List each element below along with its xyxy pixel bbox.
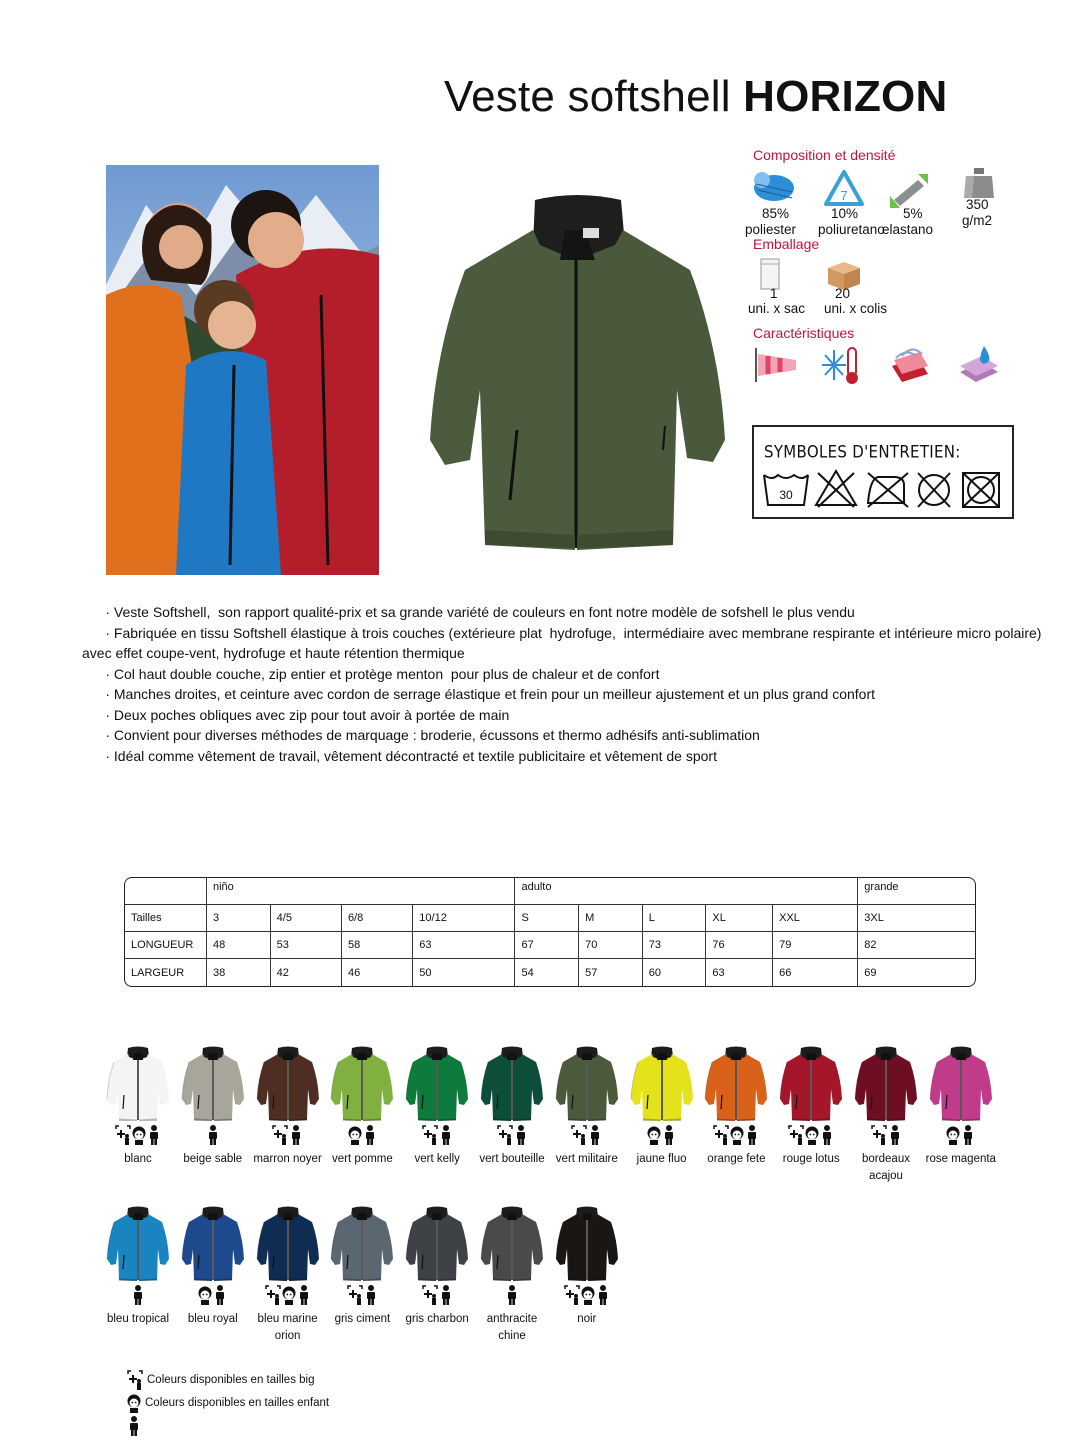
color-swatch [773, 1045, 849, 1168]
description-line: · Col haut double couche, zip entier et protège menton pour plus de chaleur et de confort [82, 665, 660, 682]
adult-size-icon [820, 1125, 834, 1145]
child-size-icon [127, 1393, 141, 1413]
size-cell: 60 [643, 959, 707, 986]
color-jacket-icon [555, 1045, 619, 1121]
color-name: vert bouteille [479, 1153, 545, 1165]
size-availability [474, 1125, 550, 1147]
big-size-icon [713, 1125, 729, 1145]
color-name: gris charbon [405, 1313, 469, 1325]
size-availability [175, 1285, 251, 1307]
color-name: jaune fluo [636, 1153, 687, 1165]
lifestyle-photo [106, 165, 379, 575]
thermal-snowflake-icon [822, 348, 858, 384]
color-swatch [399, 1045, 475, 1168]
color-jacket-icon [854, 1045, 918, 1121]
color-jacket-icon [256, 1205, 320, 1281]
size-cell: XXL [773, 905, 858, 932]
size-group-cell [125, 878, 207, 905]
size-cell: 6/8 [342, 905, 413, 932]
size-availability [624, 1125, 700, 1147]
legend-item [127, 1368, 329, 1391]
size-group-cell: niño [207, 878, 515, 905]
color-name: blanc [124, 1153, 152, 1165]
child-size-icon [132, 1125, 146, 1145]
packaging-qty-1: 1 [770, 286, 778, 301]
composition-percent-1: 85% [762, 206, 790, 221]
size-cell: 48 [207, 932, 271, 959]
big-size-icon [422, 1125, 438, 1145]
size-group-row [125, 878, 975, 905]
big-size-icon [422, 1285, 438, 1305]
size-cell: S [515, 905, 579, 932]
legend-item [127, 1391, 329, 1414]
size-cell: 82 [858, 932, 975, 959]
no-dry-clean-icon [918, 473, 950, 507]
size-cell: 69 [864, 966, 877, 979]
size-availability [250, 1285, 326, 1307]
size-availability [848, 1125, 924, 1147]
care-title: SYMBOLES D'ENTRETIEN: [764, 442, 961, 462]
adult-size-icon [662, 1125, 676, 1145]
size-cell: 10/12 [413, 905, 515, 932]
color-name: orange fete [707, 1153, 766, 1165]
size-cell: 58 [342, 932, 413, 959]
color-jacket-icon [480, 1045, 544, 1121]
child-size-icon [348, 1125, 362, 1145]
big-size-icon [788, 1125, 804, 1145]
packaging-heading: Emballage [753, 236, 820, 252]
size-legend [127, 1368, 329, 1437]
color-swatch [474, 1045, 550, 1168]
color-swatch [250, 1205, 326, 1345]
size-row-label: LARGEUR [125, 959, 207, 986]
color-name: vert pomme [332, 1153, 393, 1165]
size-availability [100, 1285, 176, 1307]
color-jacket-icon [555, 1205, 619, 1281]
size-cell: M [579, 905, 643, 932]
size-availability [250, 1125, 326, 1147]
size-cell: 3 [207, 905, 271, 932]
description-line: · Manches droites, et ceinture avec cordon de serrage élastique et frein pour un meilleur ajustement et un plus grand confort [82, 686, 875, 702]
care-icons [762, 469, 1010, 511]
child-size-icon [581, 1285, 595, 1305]
size-cell: 3XL [858, 905, 975, 932]
composition-material-3: elastano [882, 222, 934, 237]
big-size-icon [564, 1285, 580, 1305]
description-line: · Convient pour diverses méthodes de marquage : broderie, écussons et thermo adhésifs anti-sublimation [82, 727, 760, 743]
big-size-icon [127, 1370, 143, 1390]
size-cell: 38 [207, 959, 271, 986]
size-availability [773, 1125, 849, 1147]
adult-size-icon [147, 1125, 161, 1145]
color-jacket-icon [779, 1045, 843, 1121]
svg-text:7: 7 [840, 188, 848, 203]
child-size-icon [647, 1125, 661, 1145]
color-swatch [399, 1205, 475, 1328]
color-jacket-icon [106, 1045, 170, 1121]
description-line: · Idéal comme vêtement de travail, vêtement décontracté et textile publicitaire et vêtement de sport [82, 747, 717, 764]
product-description [82, 602, 1046, 766]
color-swatch [324, 1205, 400, 1328]
size-cell: 63 [706, 959, 773, 986]
packaging-label-1: uni. x sac [748, 301, 806, 316]
density-value: 350 [966, 197, 989, 212]
big-size-icon [347, 1285, 363, 1305]
size-row [125, 905, 975, 932]
size-cell: L [643, 905, 707, 932]
color-jacket-icon [330, 1205, 394, 1281]
thread-spool-icon [754, 172, 794, 201]
size-cell: 66 [773, 959, 858, 986]
packaging-label-2: uni. x colis [824, 301, 888, 316]
size-row-label: Tailles [125, 905, 207, 932]
care-symbols-box [752, 425, 1014, 519]
size-availability [175, 1125, 251, 1147]
color-jacket-icon [330, 1045, 394, 1121]
color-name: gris ciment [334, 1313, 391, 1325]
big-size-icon [871, 1125, 887, 1145]
adult-size-icon [439, 1285, 453, 1305]
color-swatch [848, 1045, 924, 1185]
color-name: anthracite chine [486, 1313, 538, 1342]
size-availability [549, 1285, 625, 1307]
size-availability [399, 1125, 475, 1147]
adult-size-icon [213, 1285, 227, 1305]
size-row-label: LONGUEUR [125, 932, 207, 959]
description-line: · Veste Softshell, son rapport qualité-prix et sa grande variété de couleurs en font notre modèle de sofshell le plus vendu [82, 604, 855, 620]
color-swatch [100, 1045, 176, 1168]
color-jacket-icon [181, 1045, 245, 1121]
size-availability [474, 1285, 550, 1307]
legend-text: Coleurs disponibles en tailles enfant [145, 1396, 330, 1409]
adult-size-icon [439, 1125, 453, 1145]
color-jacket-icon [181, 1205, 245, 1281]
adult-size-icon [297, 1285, 311, 1305]
color-swatch [549, 1205, 625, 1328]
size-table [124, 877, 976, 987]
recycle-triangle-icon [826, 172, 862, 204]
color-name: rose magenta [925, 1153, 996, 1165]
adult-size-icon [745, 1125, 759, 1145]
description-line: · Fabriquée en tissu Softshell élastique à trois couches (extérieure plat hydrofuge, intermédiaire avec membrane respirante et intérieure micro polaire) avec effet coupe-vent, hydrofuge et haute rétention thermique [82, 624, 1046, 661]
product-jacket-image [425, 190, 730, 550]
elastic-stretch-icon [890, 174, 928, 208]
adult-size-icon [961, 1125, 975, 1145]
adult-size-icon [514, 1125, 528, 1145]
legend-item [127, 1414, 329, 1437]
size-cell: 67 [515, 932, 579, 959]
feature-icons [752, 344, 1022, 386]
water-repellent-icon [960, 346, 998, 382]
color-name: marron noyer [253, 1153, 322, 1165]
composition-material-1: poliester [745, 222, 797, 237]
child-size-icon [805, 1125, 819, 1145]
size-cell: 50 [413, 959, 515, 986]
adult-size-icon [289, 1125, 303, 1145]
adult-size-icon [505, 1285, 519, 1305]
big-size-icon [272, 1125, 288, 1145]
size-cell: XL [706, 905, 773, 932]
big-size-icon [265, 1285, 281, 1305]
size-cell: 53 [271, 932, 342, 959]
composition-percent-2: 10% [831, 206, 859, 221]
color-swatch [923, 1045, 999, 1168]
size-row [125, 932, 975, 959]
color-swatch [474, 1205, 550, 1345]
color-jacket-icon [630, 1045, 694, 1121]
big-size-icon [115, 1125, 131, 1145]
adult-size-icon [364, 1285, 378, 1305]
adult-size-icon [127, 1416, 141, 1436]
child-size-icon [198, 1285, 212, 1305]
child-size-icon [282, 1285, 296, 1305]
legend-text: Coleurs disponibles en tailles big [147, 1373, 315, 1386]
color-name: noir [577, 1313, 597, 1325]
big-size-icon [571, 1125, 587, 1145]
no-iron-icon [868, 473, 908, 507]
packaging-qty-2: 20 [835, 286, 851, 301]
color-name: bordeaux acajou [862, 1153, 910, 1182]
weight-icon [962, 168, 996, 200]
child-size-icon [946, 1125, 960, 1145]
page-title: Veste softshell HORIZON [444, 72, 948, 121]
adult-size-icon [888, 1125, 902, 1145]
size-availability [923, 1125, 999, 1147]
big-size-icon [497, 1125, 513, 1145]
density-unit: g/m2 [962, 213, 993, 228]
features-heading: Caractéristiques [753, 325, 855, 341]
color-swatch [698, 1045, 774, 1168]
composition-percent-3: 5% [903, 206, 923, 221]
description-line: · Deux poches obliques avec zip pour tout avoir à portée de main [82, 706, 510, 723]
size-cell: 57 [579, 959, 643, 986]
size-cell: 46 [342, 959, 413, 986]
color-jacket-icon [405, 1205, 469, 1281]
size-group-cell: grande [858, 878, 975, 905]
color-jacket-icon [929, 1045, 993, 1121]
size-cell: 79 [773, 932, 858, 959]
size-availability [698, 1125, 774, 1147]
color-swatch [175, 1205, 251, 1328]
color-jacket-icon [106, 1205, 170, 1281]
child-size-icon [730, 1125, 744, 1145]
color-jacket-icon [480, 1205, 544, 1281]
color-swatch [624, 1045, 700, 1168]
color-jacket-icon [704, 1045, 768, 1121]
color-jacket-icon [256, 1045, 320, 1121]
size-cell: 63 [413, 932, 515, 959]
no-bleach-icon [816, 471, 856, 507]
color-jacket-icon [405, 1045, 469, 1121]
no-tumble-dry-icon [963, 473, 999, 507]
size-cell: 73 [643, 932, 707, 959]
color-name: bleu tropical [106, 1313, 169, 1325]
color-name: beige sable [183, 1153, 243, 1165]
size-group-cell: adulto [515, 878, 858, 905]
color-name: vert kelly [414, 1153, 460, 1165]
size-cell: 76 [706, 932, 773, 959]
color-name: bleu marine orion [257, 1313, 318, 1342]
size-cell: 70 [579, 932, 643, 959]
color-swatch [100, 1205, 176, 1328]
adult-size-icon [363, 1125, 377, 1145]
color-swatch [175, 1045, 251, 1168]
fabric-layers-icon [892, 349, 928, 382]
adult-size-icon [596, 1285, 610, 1305]
windsock-icon [756, 348, 796, 382]
size-row [125, 959, 975, 986]
color-swatch [324, 1045, 400, 1168]
size-cell: 42 [271, 959, 342, 986]
size-availability [324, 1125, 400, 1147]
color-name: vert militaire [555, 1153, 618, 1165]
size-availability [399, 1285, 475, 1307]
size-cell: 4/5 [271, 905, 342, 932]
composition-material-2: poliuretano [818, 222, 885, 237]
composition-heading: Composition et densité [753, 147, 896, 163]
color-swatch [250, 1045, 326, 1168]
adult-size-icon [588, 1125, 602, 1145]
size-availability [100, 1125, 176, 1147]
size-availability [324, 1285, 400, 1307]
size-cell: 54 [515, 959, 579, 986]
color-name: bleu royal [187, 1313, 238, 1325]
color-swatch [549, 1045, 625, 1168]
adult-size-icon [206, 1125, 220, 1145]
wash-temp: 30 [779, 488, 793, 502]
size-availability [549, 1125, 625, 1147]
adult-size-icon [131, 1285, 145, 1305]
color-name: rouge lotus [782, 1153, 840, 1165]
